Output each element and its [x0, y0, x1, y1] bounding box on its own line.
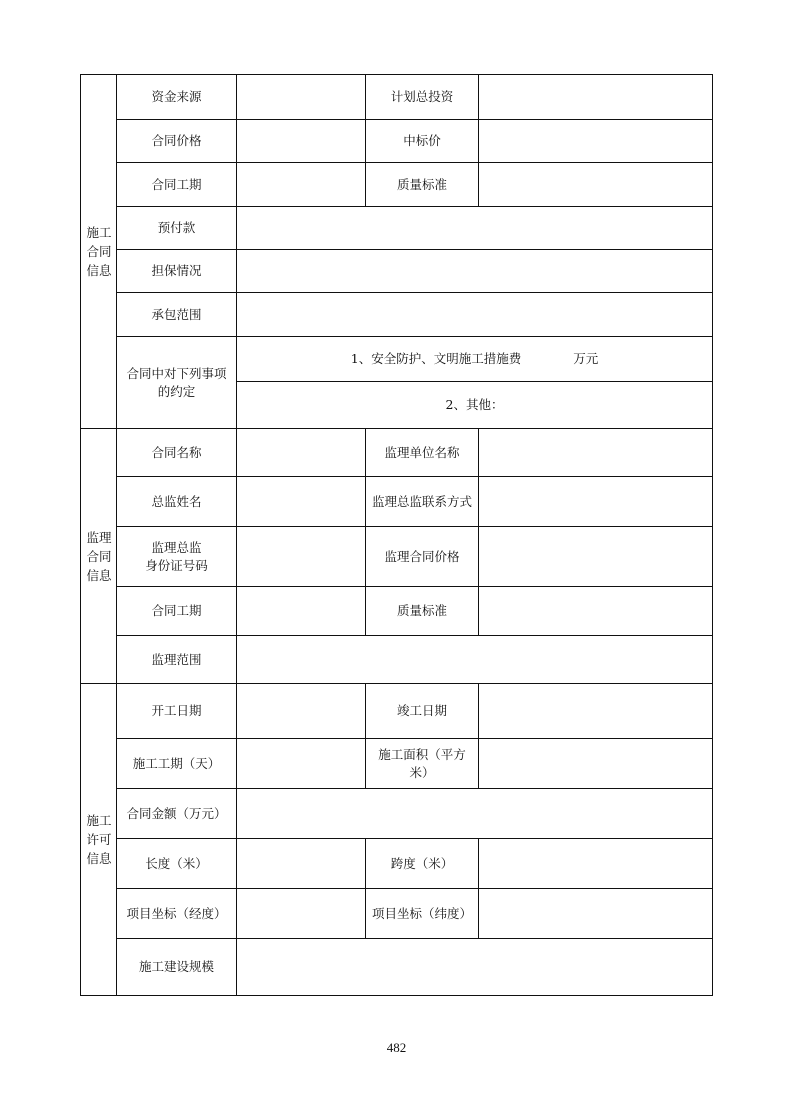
label-advance-payment: 预付款 [117, 207, 237, 250]
value-supervision-quality-standard[interactable] [479, 587, 713, 636]
value-supervision-contract-name[interactable] [237, 429, 366, 477]
value-contract-scope[interactable] [237, 293, 713, 337]
label-contract-price: 合同价格 [117, 120, 237, 163]
value-supervision-duration[interactable] [237, 587, 366, 636]
label-coord-latitude: 项目坐标（纬度） [366, 889, 479, 939]
label-guarantee: 担保情况 [117, 250, 237, 293]
value-coord-latitude[interactable] [479, 889, 713, 939]
label-contract-amount: 合同金额（万元） [117, 789, 237, 839]
value-span[interactable] [479, 839, 713, 889]
clause-safety-measures-fee[interactable] [237, 337, 713, 382]
value-completion-date[interactable] [479, 684, 713, 739]
value-supervisor-unit-name[interactable] [479, 429, 713, 477]
label-coord-longitude: 项目坐标（经度） [117, 889, 237, 939]
label-supervision-contract-price: 监理合同价格 [366, 527, 479, 587]
label-supervision-contract-name: 合同名称 [117, 429, 237, 477]
label-winning-bid-price: 中标价 [366, 120, 479, 163]
value-guarantee[interactable] [237, 250, 713, 293]
clause-1-text: 1、安全防护、文明施工措施费 [350, 351, 522, 366]
label-contract-scope: 承包范围 [117, 293, 237, 337]
project-info-form [80, 74, 713, 996]
value-length[interactable] [237, 839, 366, 889]
value-contract-duration[interactable] [237, 163, 366, 207]
label-contract-duration: 合同工期 [117, 163, 237, 207]
label-start-date: 开工日期 [117, 684, 237, 739]
value-planned-total-investment[interactable] [479, 75, 713, 120]
value-coord-longitude[interactable] [237, 889, 366, 939]
value-construction-scale[interactable] [237, 939, 713, 996]
value-chief-supervisor-id[interactable] [237, 527, 366, 587]
label-chief-supervisor-name: 总监姓名 [117, 477, 237, 527]
value-contract-price[interactable] [237, 120, 366, 163]
label-length: 长度（米） [117, 839, 237, 889]
value-supervision-scope[interactable] [237, 636, 713, 684]
label-span: 跨度（米） [366, 839, 479, 889]
value-construction-days[interactable] [237, 739, 366, 789]
page-number: 482 [386, 1040, 407, 1055]
clause-1-unit: 万元 [573, 351, 599, 366]
value-construction-area[interactable] [479, 739, 713, 789]
label-funding-source: 资金来源 [117, 75, 237, 120]
label-planned-total-investment: 计划总投资 [366, 75, 479, 120]
label-agreements: 合同中对下列事项的约定 [117, 337, 237, 429]
value-supervision-contract-price[interactable] [479, 527, 713, 587]
label-chief-supervisor-id: 监理总监 身份证号码 [117, 527, 237, 587]
value-start-date[interactable] [237, 684, 366, 739]
value-quality-standard[interactable] [479, 163, 713, 207]
label-construction-area: 施工面积（平方米） [366, 739, 479, 789]
label-supervision-duration: 合同工期 [117, 587, 237, 636]
value-chief-supervisor-contact[interactable] [479, 477, 713, 527]
value-contract-amount[interactable] [237, 789, 713, 839]
label-quality-standard: 质量标准 [366, 163, 479, 207]
label-supervision-scope: 监理范围 [117, 636, 237, 684]
label-construction-days: 施工工期（天） [117, 739, 237, 789]
label-supervisor-unit-name: 监理单位名称 [366, 429, 479, 477]
value-funding-source[interactable] [237, 75, 366, 120]
clause-other[interactable]: 2、其他： [237, 382, 713, 429]
value-chief-supervisor-name[interactable] [237, 477, 366, 527]
label-supervision-quality-standard: 质量标准 [366, 587, 479, 636]
section-construction-permit: 施工许可信息 [81, 684, 117, 996]
label-chief-supervisor-contact: 监理总监联系方式 [366, 477, 479, 527]
section-supervision-contract: 监理合同信息 [81, 429, 117, 684]
value-advance-payment[interactable] [237, 207, 713, 250]
value-winning-bid-price[interactable] [479, 120, 713, 163]
label-construction-scale: 施工建设规模 [117, 939, 237, 996]
label-completion-date: 竣工日期 [366, 684, 479, 739]
section-construction-contract: 施工合同信息 [81, 75, 117, 429]
